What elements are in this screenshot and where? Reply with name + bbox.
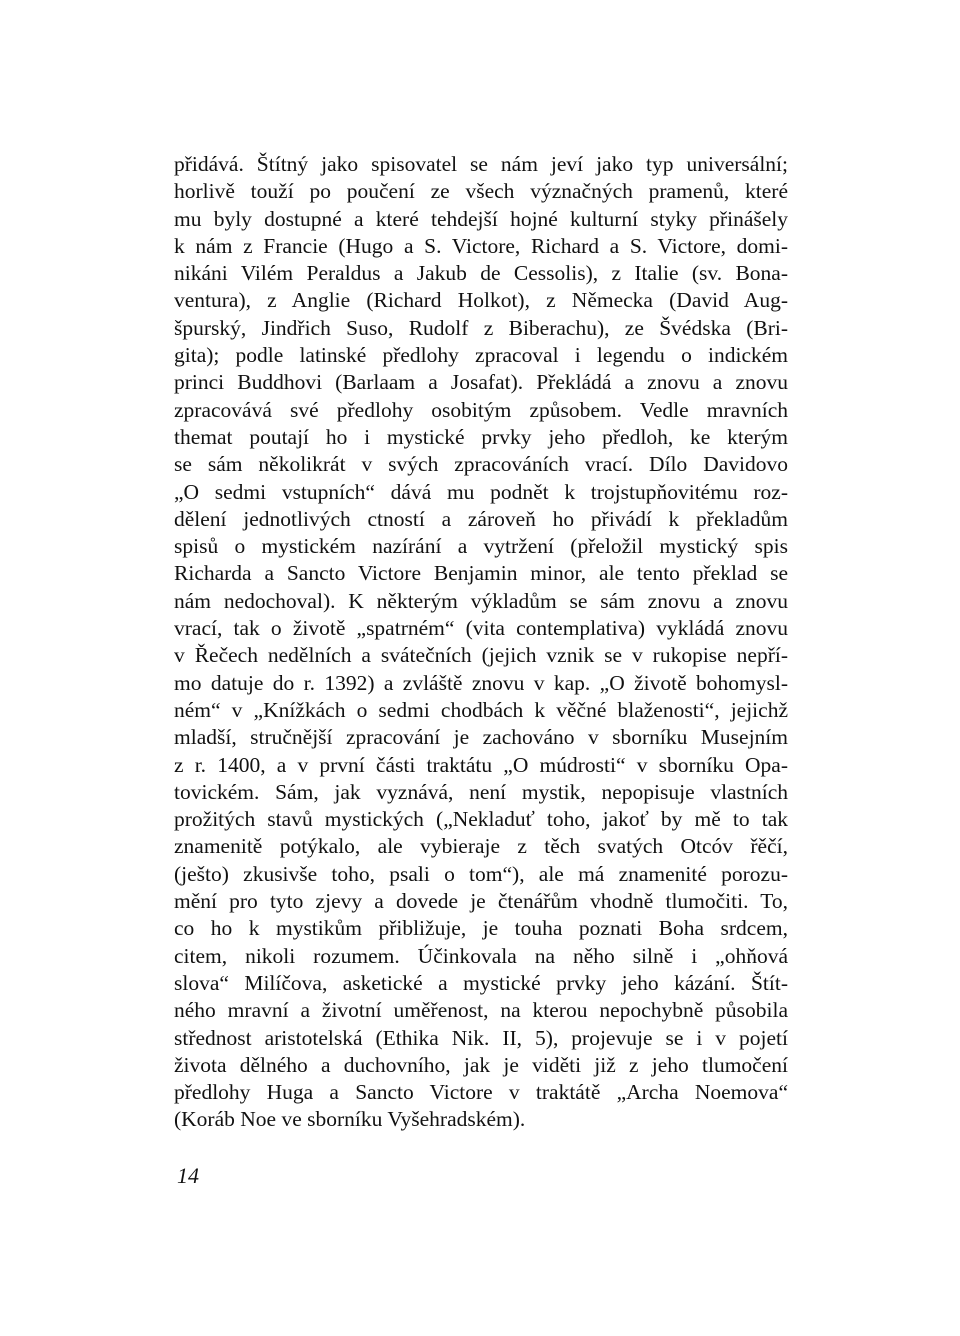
text-line: zpracovává své předlohy osobitým způsobem. Vedle mravních [174,397,788,422]
text-line: slova“ Milíčova, asketické a mystické prvky jeho kázání. Štít- [174,970,788,995]
text-line: k nám z Francie (Hugo a S. Victore, Richard a S. Victore, domi- [174,233,788,258]
text-line: ném“ v „Knížkách o sedmi chodbách k věčné blaženosti“, jejichž [174,697,788,722]
text-line: Richarda a Sancto Victore Benjamin minor, ale tento překlad se [174,561,788,586]
text-line: prožitých stavů mystických („Nekladuť toho, jakoť by mě to tak [174,807,788,832]
text-line: nikáni Vilém Peraldus a Jakub de Cessolis), z Italie (sv. Bona- [174,261,788,286]
text-line: života dělného a duchovního, jak je viděti již z jeho tlumočení [174,1052,788,1077]
text-line: co ho k mystikům přibližuje, je touha poznati Boha srdcem, [174,916,788,941]
text-line: mo datuje do r. 1392) a zvláště znovu v kap. „O životě bohomysl- [174,670,788,695]
text-line: spisů o mystickém nazírání a vytržení (přeložil mystický spis [174,534,788,559]
text-line: tovickém. Sám, jak vyznává, není mystik, nepopisuje vlastních [174,779,788,804]
text-line: mladší, stručnější zpracování je zachováno v sborníku Musejním [174,725,788,750]
text-line: nám nedochoval). K některým výkladům se sám znovu a znovu [174,588,788,613]
text-line: ného mravní a životní uměřenost, na kterou nepochybně působila [174,998,788,1023]
text-line: se sám několikrát v svých zpracováních vrací. Dílo Davidovo [174,452,788,477]
text-line: znamenitě potýkalo, ale vybieraje z těch svatých Otcóv řěčí, [174,834,788,859]
text-line: špurský, Jindřich Suso, Rudolf z Biberachu), ze Švédska (Bri- [174,315,788,340]
text-line: themat poutají ho i mystické prvky jeho předloh, ke kterým [174,424,788,449]
text-line: střednost aristotelská (Ethika Nik. II, 5), projevuje se i v pojetí [174,1025,788,1050]
text-line: přidává. Štítný jako spisovatel se nám jeví jako typ universální; [174,152,788,176]
text-line: gita); podle latinské předlohy zpracoval i legendu o indickém [174,343,788,368]
text-line: princi Buddhovi (Barlaam a Josafat). Překládá a znovu a znovu [174,370,788,395]
text-line: (ješto) zkusivše toho, psali o tom“), ale má znamenité porozu- [174,861,788,886]
body-text [174,151,788,1134]
text-line: z r. 1400, a v první části traktátu „O múdrosti“ v sborníku Opa- [174,752,788,777]
text-line: mu byly dostupné a které tehdejší hojné kulturní styky přinášely [174,206,788,231]
text-line: vrací, tak o životě „spatrném“ (vita contemplativa) vykládá znovu [174,616,788,641]
page-number: 14 [177,1163,199,1188]
text-line: ventura), z Anglie (Richard Holkot), z Německa (David Aug- [174,288,788,313]
text-line: (Koráb Noe ve sborníku Vyšehradském). [174,1107,526,1132]
text-line: „O sedmi vstupních“ dává mu podnět k trojstupňovitému roz- [174,479,788,504]
text-line: citem, nikoli rozumem. Účinkovala na něho silně i „ohňová [174,943,788,968]
text-line: dělení jednotlivých ctností a zároveň ho přivádí k překladům [174,506,788,531]
text-line: horlivě touží po poučení ze všech význačných pramenů, které [174,179,788,204]
text-line: mění pro tyto zjevy a dovede je čtenářům vhodně tlumočiti. To, [174,889,788,914]
text-line: v Řečech nedělních a svátečních (jejich vznik se v rukopise nepří- [174,643,788,668]
text-line: předlohy Huga a Sancto Victore v traktátě „Archa Noemova“ [174,1080,788,1105]
